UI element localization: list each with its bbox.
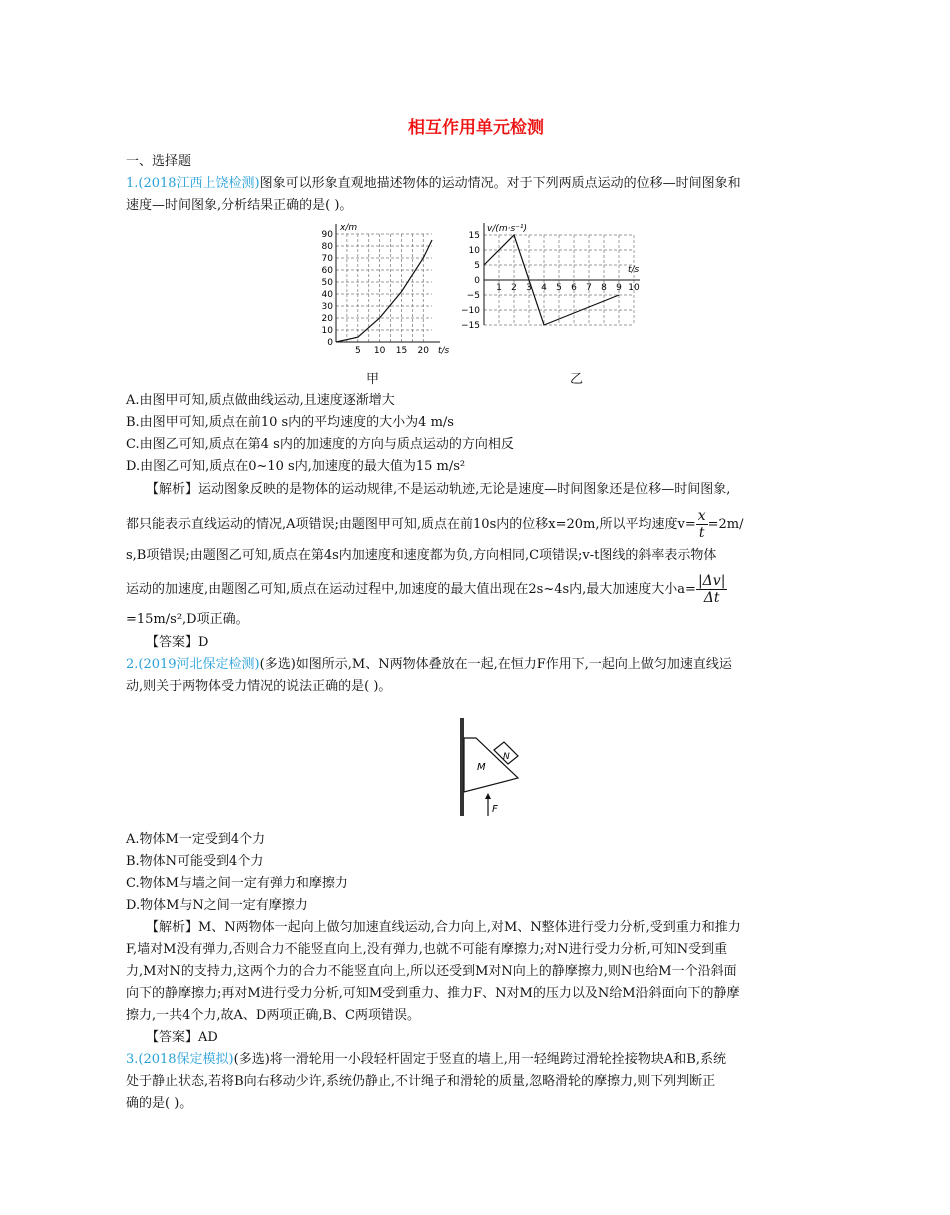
q1-option-d: D.由图乙可知,质点在0~10 s内,加速度的最大值为15 m/s² bbox=[126, 459, 466, 474]
y-tick-label: 15 bbox=[468, 231, 480, 241]
y-tick-label: 30 bbox=[321, 302, 333, 312]
section-heading: 一、选择题 bbox=[126, 154, 192, 169]
q1-number: 1. bbox=[126, 176, 139, 191]
graph-jia bbox=[314, 220, 464, 360]
y-tick-label: 5 bbox=[474, 261, 480, 271]
q3-stem: (多选)将一滑轮用一小段轻杆固定于竖直的墙上,用一轻绳跨过滑轮拴接物块A和B,系统 bbox=[233, 1052, 726, 1067]
q2-answer: 【答案】AD bbox=[146, 1030, 218, 1045]
series-line bbox=[336, 240, 432, 342]
graph-jia-label: 甲 bbox=[366, 372, 380, 387]
q2-analysis-line4: 向下的静摩擦力;再对M进行受力分析,可知M受到重力、推力F、N对M的压力以及N给M沿斜面向下的静摩 bbox=[126, 986, 740, 1001]
q3-stem-line2: 处于静止状态,若将B向右移动少许,系统仍静止,不计绳子和滑轮的质量,忽略滑轮的摩擦力,则下列判断正 bbox=[126, 1074, 716, 1089]
q3-number: 3. bbox=[126, 1052, 139, 1067]
q1-stem-line1 bbox=[126, 173, 741, 195]
arrow-head-icon bbox=[485, 793, 491, 799]
x-tick-label: 1 bbox=[496, 283, 502, 293]
q2-analysis-line3: 力,M对N的支持力,这两个力的合力不能竖直向上,所以还受到M对N向上的静摩擦力,则N也给M一个沿斜面 bbox=[126, 964, 737, 979]
q3-source: (2018保定模拟) bbox=[138, 1052, 234, 1067]
x-tick-label: 3 bbox=[526, 283, 532, 293]
y-tick-label: 20 bbox=[321, 314, 333, 324]
label-n: N bbox=[503, 752, 510, 762]
page-title: 相互作用单元检测 bbox=[408, 118, 544, 138]
x-axis-label: t/s bbox=[628, 265, 640, 275]
y-axis-label: x/m bbox=[340, 223, 358, 233]
q1-analysis-line2 bbox=[126, 508, 744, 541]
q3-stem-line1 bbox=[126, 1049, 726, 1071]
y-tick-label: 70 bbox=[321, 254, 333, 264]
x-tick-label: 5 bbox=[354, 346, 361, 356]
q2-analysis-line5: 擦力,一共4个力,故A、D两项正确,B、C两项错误。 bbox=[126, 1008, 420, 1023]
y-tick-label: 80 bbox=[321, 242, 333, 252]
y-tick-label: 90 bbox=[321, 230, 333, 240]
y-tick-label: −15 bbox=[461, 321, 480, 331]
x-tick-label: 4 bbox=[541, 283, 547, 293]
y-tick-label: 60 bbox=[321, 266, 333, 276]
q2-stem-line2: 动,则关于两物体受力情况的说法正确的是( )。 bbox=[126, 679, 392, 694]
x-tick-label: 10 bbox=[373, 346, 386, 356]
q2-option-c: C.物体M与墙之间一定有弹力和摩擦力 bbox=[126, 876, 348, 891]
q1-stem-line2: 速度—时间图象,分析结果正确的是( )。 bbox=[126, 198, 353, 213]
x-tick-label: 2 bbox=[511, 283, 517, 293]
y-tick-label: 0 bbox=[327, 338, 333, 348]
y-tick-label: −10 bbox=[461, 306, 480, 316]
q1-option-c: C.由图乙可知,质点在第4 s内的加速度的方向与质点运动的方向相反 bbox=[126, 437, 514, 452]
block-m bbox=[464, 738, 518, 792]
x-tick-label: 10 bbox=[628, 283, 640, 293]
q1-answer: 【答案】D bbox=[146, 635, 209, 650]
q2-stem-line1 bbox=[126, 654, 732, 676]
q1-stem: 图象可以形象直观地描述物体的运动情况。对于下列两质点运动的位移—时间图象和 bbox=[259, 176, 741, 191]
q3-stem-line3: 确的是( )。 bbox=[126, 1096, 193, 1111]
q1-analysis-text-c: 运动的加速度,由题图乙可知,质点在运动过程中,加速度的最大值出现在2s~4s内,最大加速度大小a= bbox=[126, 582, 696, 597]
y-tick-label: 40 bbox=[321, 290, 333, 300]
q2-option-b: B.物体N可能受到4个力 bbox=[126, 854, 264, 869]
y-tick-label: 10 bbox=[321, 326, 333, 336]
x-tick-label: 20 bbox=[417, 346, 429, 356]
fraction-x-over-t: $\frac{x}{t}$ bbox=[697, 508, 706, 541]
x-tick-label: 6 bbox=[571, 283, 577, 293]
graph-yi-label: 乙 bbox=[570, 372, 584, 387]
q1-analysis-line5: =15m/s²,D项正确。 bbox=[126, 612, 249, 627]
q1-analysis-line3: s,B项错误;由题图乙可知,质点在第4s内加速度和速度都为负,方向相同,C项错误;v-t图线的斜率表示物体 bbox=[126, 548, 717, 563]
y-tick-label: 10 bbox=[468, 246, 480, 256]
q2-number: 2. bbox=[126, 657, 139, 672]
q2-analysis-line2: F,墙对M没有弹力,否则合力不能竖直向上,没有弹力,也就不可能有摩擦力;对N进行受力分析,可知N受到重 bbox=[126, 942, 728, 957]
q1-source: (2018江西上饶检测) bbox=[138, 176, 260, 191]
q1-analysis-line4 bbox=[126, 573, 727, 606]
x-tick-label: 9 bbox=[616, 283, 622, 293]
y-tick-label: −5 bbox=[466, 291, 480, 301]
wall bbox=[460, 718, 464, 816]
q1-analysis-text-b: =2m/ bbox=[707, 517, 744, 532]
x-axis-label: t/s bbox=[438, 346, 450, 356]
q1-option-b: B.由图甲可知,质点在前10 s内的平均速度的大小为4 m/s bbox=[126, 415, 454, 430]
x-tick-label: 8 bbox=[601, 283, 607, 293]
y-tick-label: 50 bbox=[321, 278, 333, 288]
q1-option-a: A.由图甲可知,质点做曲线运动,且速度逐渐增大 bbox=[126, 393, 395, 408]
q1-analysis-text: 都只能表示直线运动的情况,A项错误;由题图甲可知,质点在前10s内的位移x=20m,所以平均速度v= bbox=[126, 517, 696, 532]
q2-stem: (多选)如图所示,M、N两物体叠放在一起,在恒力F作用下,一起向上做匀加速直线运 bbox=[259, 657, 732, 672]
fraction-dv-over-dt: $\frac{|\Delta v|}{\Delta t}$ bbox=[697, 573, 726, 606]
label-m: M bbox=[477, 762, 486, 773]
y-tick-label: 0 bbox=[474, 276, 480, 286]
x-tick-label: 7 bbox=[586, 283, 592, 293]
q2-option-a: A.物体M一定受到4个力 bbox=[126, 832, 266, 847]
q2-analysis-line1: 【解析】M、N两物体一起向上做匀加速直线运动,合力向上,对M、N整体进行受力分析,受到重力和推力 bbox=[146, 920, 741, 935]
y-axis-label: v/(m·s⁻¹) bbox=[487, 224, 528, 234]
x-tick-label: 15 bbox=[395, 346, 408, 356]
q1-analysis-line1: 【解析】运动图象反映的是物体的运动规律,不是运动轨迹,无论是速度—时间图象还是位移—时间图象, bbox=[146, 482, 731, 497]
x-tick-label: 5 bbox=[556, 283, 562, 293]
q2-option-d: D.物体M与N之间一定有摩擦力 bbox=[126, 898, 308, 913]
graph-yi bbox=[454, 213, 654, 338]
block-figure bbox=[460, 718, 530, 820]
q2-source: (2019河北保定检测) bbox=[138, 657, 260, 672]
label-f: F bbox=[492, 804, 498, 815]
